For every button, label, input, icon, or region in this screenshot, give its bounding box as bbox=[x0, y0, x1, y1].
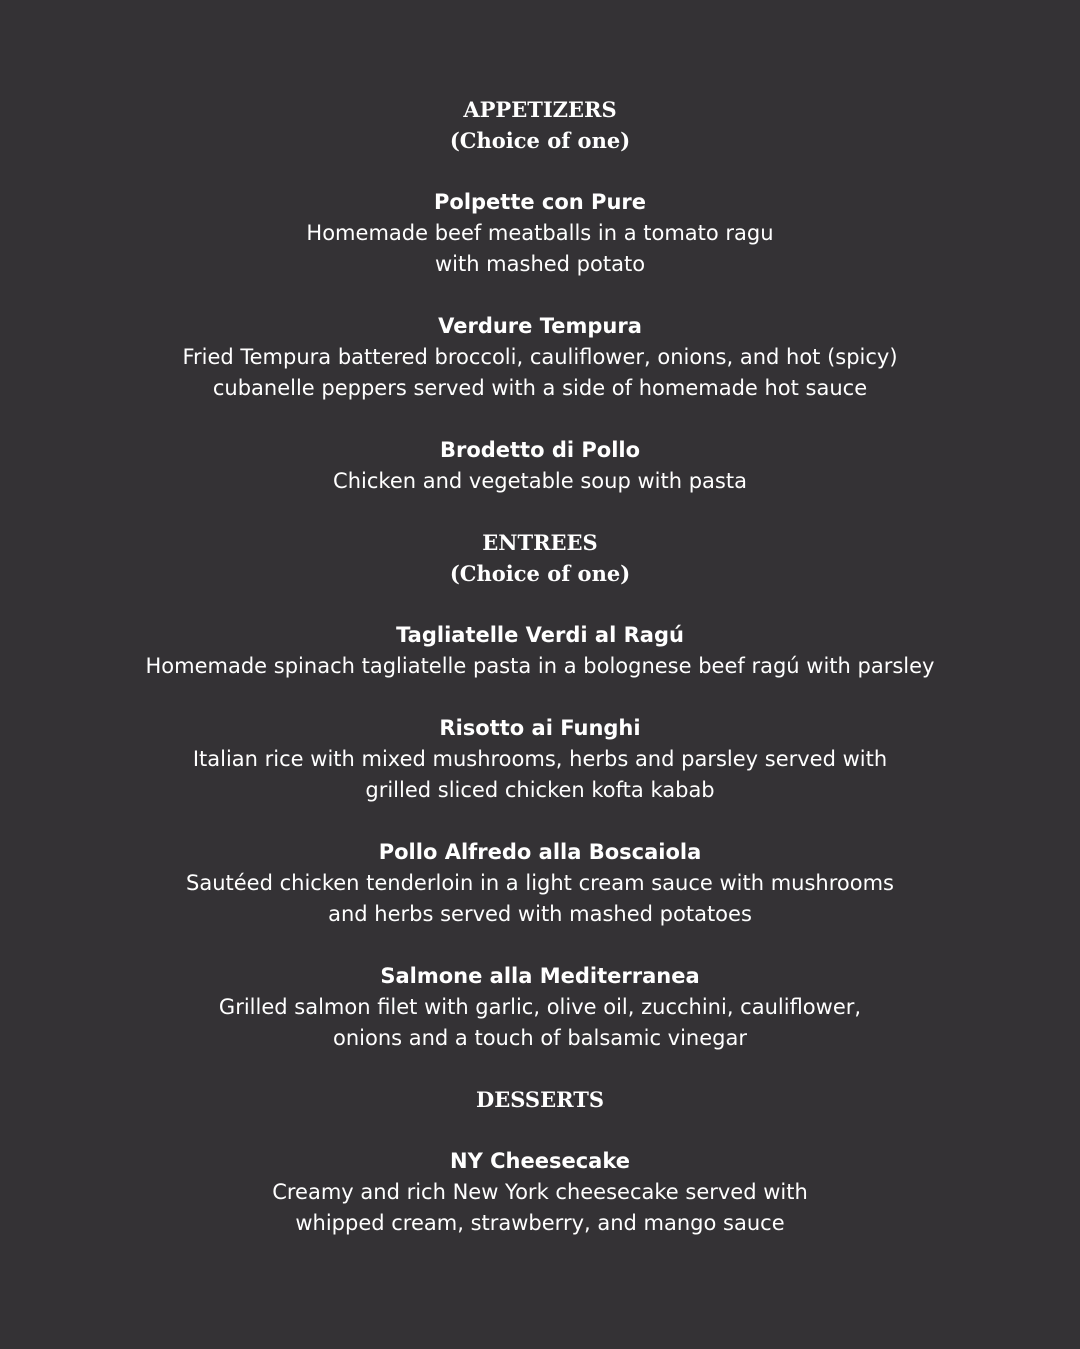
item-name: Tagliatelle Verdi al Ragú bbox=[396, 623, 684, 647]
item-description-line: Homemade beef meatballs in a tomato ragu bbox=[306, 221, 774, 245]
item-description-line: Chicken and vegetable soup with pasta bbox=[333, 469, 747, 493]
section-subtitle-entrees: (Choice of one) bbox=[449, 561, 631, 586]
item-description-line: cubanelle peppers served with a side of homemade hot sauce bbox=[212, 376, 868, 400]
item-name: Verdure Tempura bbox=[438, 314, 642, 338]
entrees-section bbox=[0, 527, 1080, 1054]
item-description-line: onions and a touch of balsamic vinegar bbox=[332, 1026, 747, 1050]
item-description-line: Fried Tempura battered broccoli, cauliflower, onions, and hot (spicy) bbox=[182, 345, 898, 369]
menu-item bbox=[0, 837, 1080, 930]
item-description-line: with mashed potato bbox=[434, 252, 646, 276]
item-description-line: Grilled salmon filet with garlic, olive oil, zucchini, cauliflower, bbox=[218, 995, 862, 1019]
item-name: Risotto ai Funghi bbox=[439, 716, 641, 740]
menu-item bbox=[0, 311, 1080, 404]
item-description-line: Sautéed chicken tenderloin in a light cream sauce with mushrooms bbox=[186, 871, 894, 895]
item-description-line: Italian rice with mixed mushrooms, herbs and parsley served with bbox=[192, 747, 888, 771]
item-description-line: Homemade spinach tagliatelle pasta in a bolognese beef ragú with parsley bbox=[145, 654, 935, 678]
section-subtitle-appetizers: (Choice of one) bbox=[449, 128, 631, 153]
menu bbox=[0, 94, 1080, 1239]
menu-item bbox=[0, 187, 1080, 280]
item-description-line: whipped cream, strawberry, and mango sauce bbox=[295, 1211, 785, 1235]
desserts-section bbox=[0, 1084, 1080, 1239]
appetizers-section bbox=[0, 94, 1080, 497]
section-title-desserts: DESSERTS bbox=[476, 1087, 604, 1112]
menu-item bbox=[0, 435, 1080, 497]
item-description-line: and herbs served with mashed potatoes bbox=[328, 902, 752, 926]
item-description-line: grilled sliced chicken kofta kabab bbox=[365, 778, 715, 802]
item-name: Brodetto di Pollo bbox=[439, 438, 641, 462]
item-description-line: Creamy and rich New York cheesecake served with bbox=[272, 1180, 808, 1204]
menu-item bbox=[0, 620, 1080, 682]
menu-item bbox=[0, 713, 1080, 806]
section-title-entrees: ENTREES bbox=[482, 530, 598, 555]
menu-item bbox=[0, 1146, 1080, 1239]
item-name: NY Cheesecake bbox=[450, 1149, 630, 1173]
item-name: Polpette con Pure bbox=[434, 190, 646, 214]
item-name: Salmone alla Mediterranea bbox=[380, 964, 700, 988]
item-name: Pollo Alfredo alla Boscaiola bbox=[378, 840, 702, 864]
menu-item bbox=[0, 961, 1080, 1054]
section-title-appetizers: APPETIZERS bbox=[463, 97, 617, 122]
